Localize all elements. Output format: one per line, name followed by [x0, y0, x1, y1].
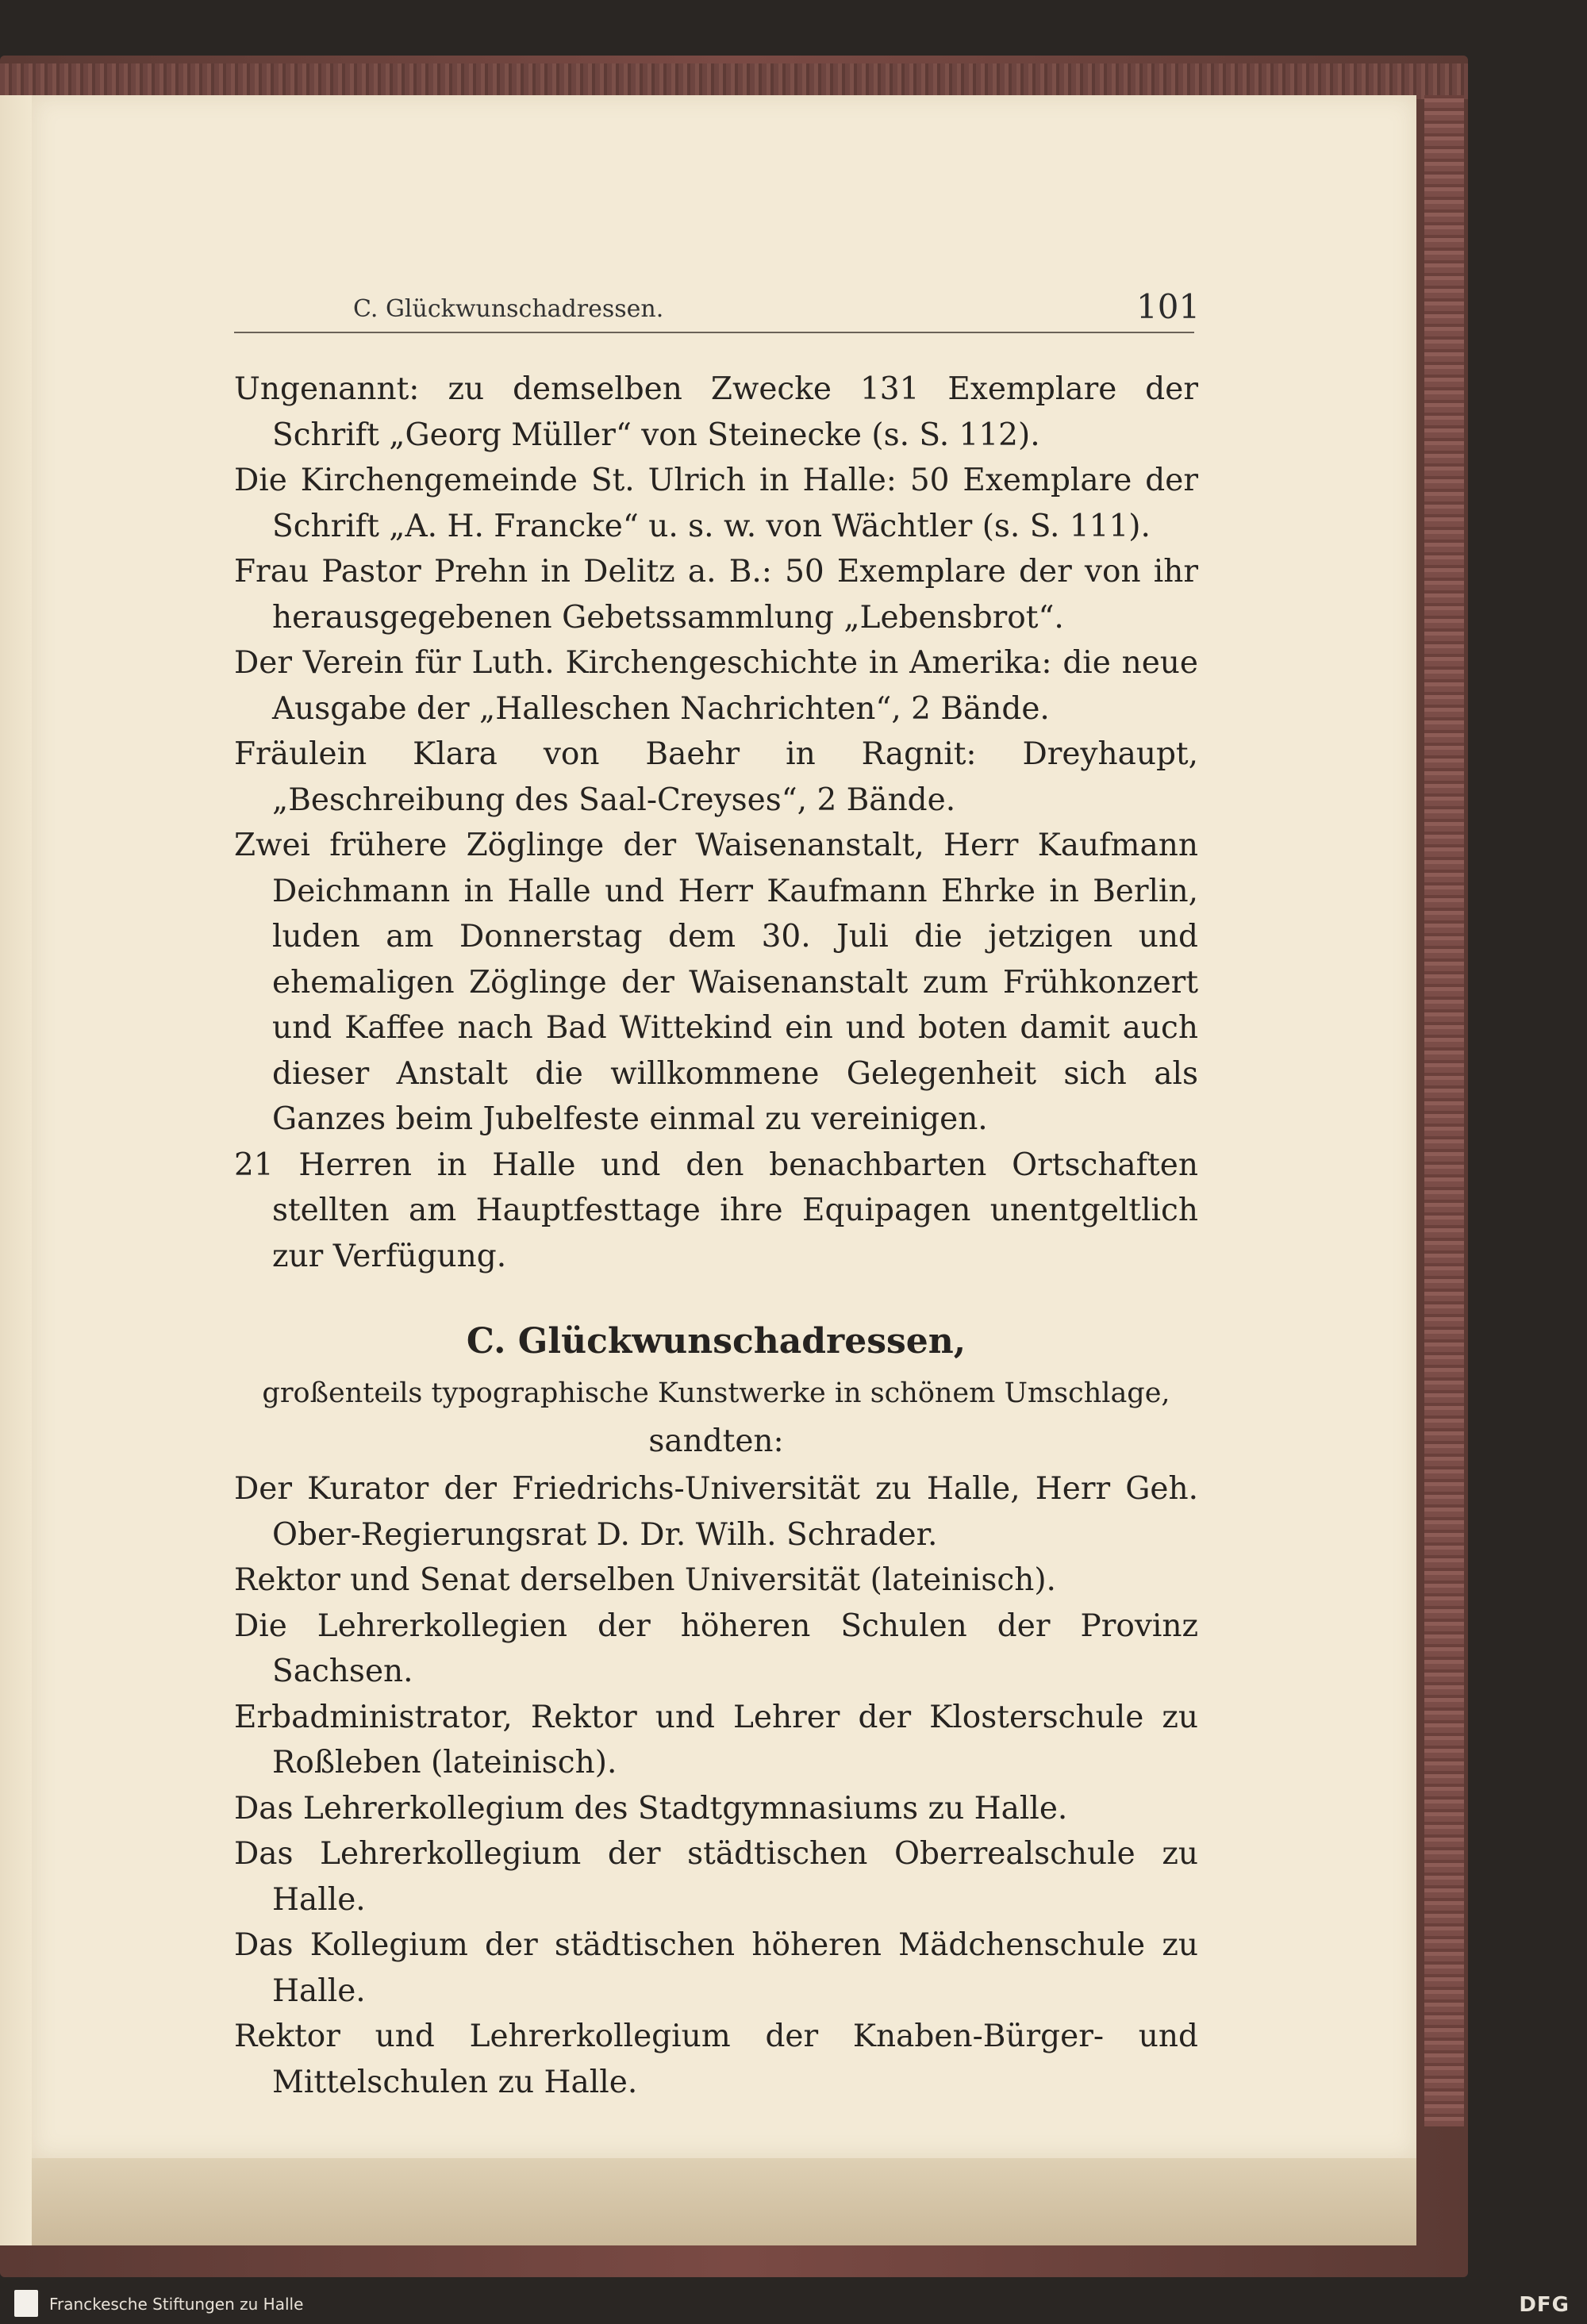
list-item: Zwei frühere Zöglinge der Waisenanstalt, Herr Kaufmann Deichmann in Halle und Herr Kaufmann Ehrke in Berlin, luden am Donnerstag dem 30. Juli die jetzigen und ehemaligen Zöglinge der Waisenanstalt zum Frühkonzert und Kaffee nach Bad Wittekind ein und boten damit auch dieser Anstalt die willkommene Gelegenheit sich als Ganzes beim Jubelfeste einmal zu vereinigen. [234, 828, 1198, 1137]
header-rule [234, 332, 1194, 333]
list-item: Fräulein Klara von Baehr in Ragnit: Dreyhaupt, „Beschreibung des Saal-Creyses“, 2 Bände. [234, 736, 1198, 818]
list-item: Rektor und Senat derselben Universität (lateinisch). [234, 1562, 1056, 1598]
list-item: 21 Herren in Halle und den benachbarten Ortschaften stellten am Hauptfesttage ihre Equipagen unentgeltlich zur Verfügung. [234, 1147, 1198, 1274]
page-body [234, 367, 1198, 2105]
list-item: Der Verein für Luth. Kirchengeschichte in Amerika: die neue Ausgabe der „Halleschen Nachrichten“, 2 Bände. [234, 645, 1198, 727]
list-item: Das Lehrerkollegium des Stadtgymnasiums zu Halle. [234, 1790, 1068, 1827]
dfg-logo: DFG [1519, 2293, 1570, 2317]
running-title: C. Glückwunschadressen. [353, 295, 664, 323]
list-item: Die Lehrerkollegien der höheren Schulen der Provinz Sachsen. [234, 1608, 1198, 1689]
book-binding-top [0, 63, 1468, 99]
list-item: Das Lehrerkollegium der städtischen Oberrealschule zu Halle. [234, 1836, 1198, 1918]
section-subtitle-2: sandten: [648, 1423, 784, 1459]
section-subtitle: großenteils typographische Kunstwerke in schönem Umschlage, [262, 1377, 1170, 1409]
list-item: Erbadministrator, Rektor und Lehrer der Klosterschule zu Roßleben (lateinisch). [234, 1699, 1198, 1780]
francke-logo-icon [14, 2290, 38, 2317]
list-item: Der Kurator der Friedrichs-Universität zu Halle, Herr Geh. Ober-Regierungsrat D. Dr. Wilh. Schrader. [234, 1471, 1198, 1553]
section-heading: C. Glückwunschadressen, [466, 1321, 966, 1362]
source-credit: Franckesche Stiftungen zu Halle [49, 2295, 304, 2314]
page-stack [32, 2158, 1416, 2245]
list-item: Das Kollegium der städtischen höheren Mädchenschule zu Halle. [234, 1927, 1198, 2009]
list-item: Die Kirchengemeinde St. Ulrich in Halle: 50 Exemplare der Schrift „A. H. Francke“ u. s. w. von Wächtler (s. S. 111). [234, 463, 1198, 544]
list-item: Frau Pastor Prehn in Delitz a. B.: 50 Exemplare der von ihr herausgegebenen Gebetssammlung „Lebensbrot“. [234, 554, 1198, 636]
list-item: Ungenannt: zu demselben Zwecke 131 Exemplare der Schrift „Georg Müller“ von Steinecke (s. S. 112). [234, 371, 1198, 453]
page-number: 101 [1136, 287, 1201, 326]
list-item: Rektor und Lehrerkollegium der Knaben-Bürger- und Mittelschulen zu Halle. [234, 2019, 1198, 2100]
book-binding-right [1424, 95, 1464, 2126]
page-gutter [0, 95, 32, 2245]
